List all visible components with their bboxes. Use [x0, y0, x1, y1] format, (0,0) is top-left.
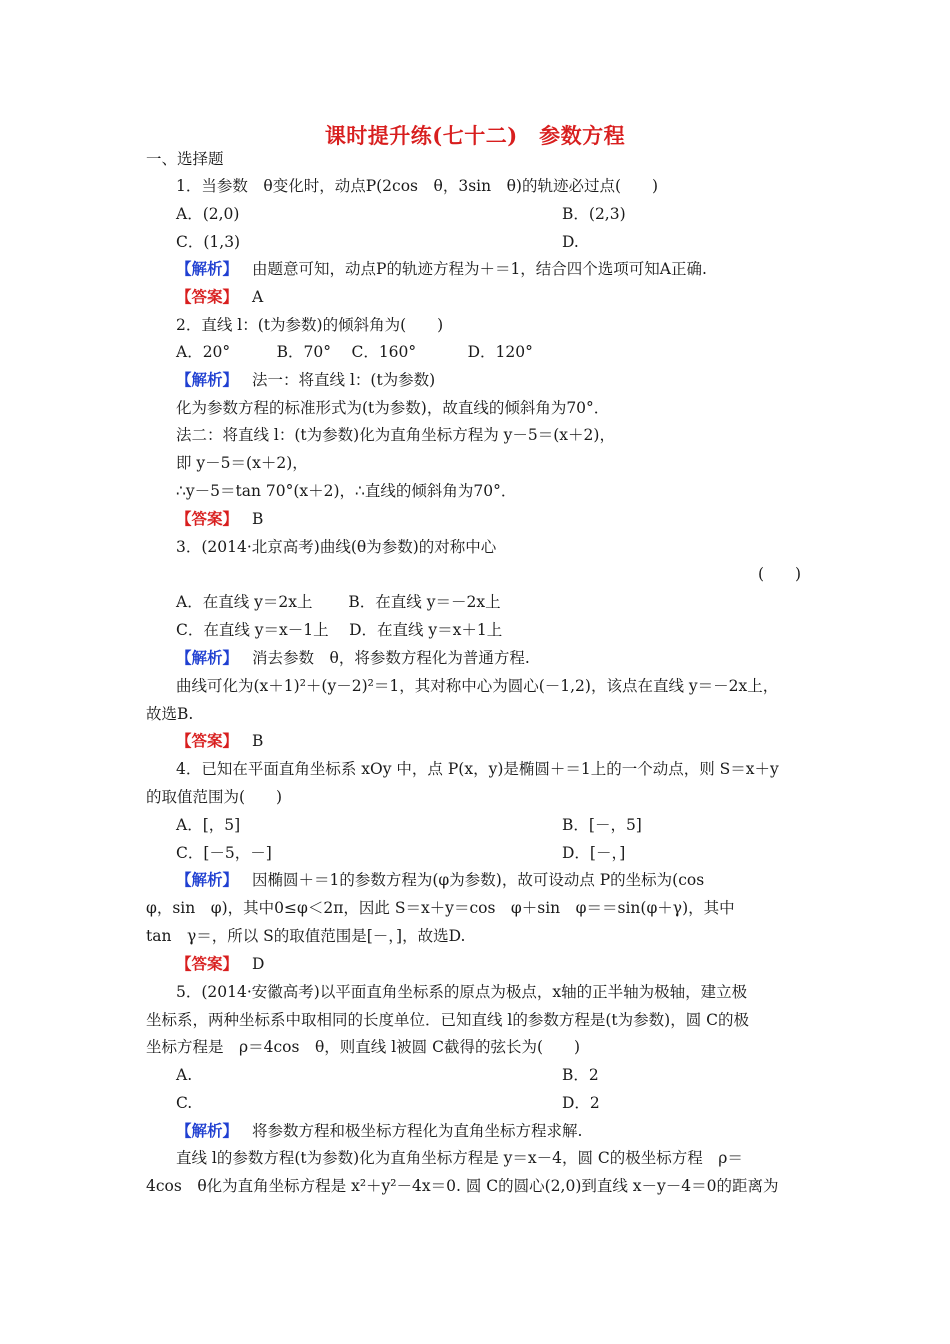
q2-options: A．20° B．70° C．160° D．120° [176, 343, 533, 361]
q1-option-d: D. [562, 233, 579, 251]
question-5-cont-2: 坐标方程是 ρ＝4cos θ，则直线 l被圆 C截得的弦长为( ) [146, 1038, 581, 1056]
analysis-tag: 【解析】 [176, 1121, 239, 1140]
q5-option-b: B．2 [562, 1066, 599, 1084]
q2-analysis-line-1: 化为参数方程的标准形式为(t为参数)，故直线的倾斜角为70°． [176, 399, 610, 417]
q4-analysis-line-1: φ，sin φ)，其中0≤φ＜2π，因此 S＝x＋y＝cos φ＋sin φ＝＝sin(φ＋γ)，其中 [146, 899, 735, 917]
q2-analysis-line-2: 法二：将直线 l：(t为参数)化为直角坐标方程为 y－5＝(x＋2)， [176, 426, 615, 444]
q4-answer [176, 954, 264, 974]
analysis-tag: 【解析】 [176, 370, 239, 389]
section-heading: 一、选择题 [146, 150, 224, 168]
q4-analysis-line-2: tan γ＝，所以 S的取值范围是[－，]，故选D. [146, 927, 466, 945]
q3-options-ab: A．在直线 y＝2x上 B．在直线 y＝－2x上 [176, 593, 501, 611]
q4-option-b: B．[－，5] [562, 816, 642, 834]
q2-answer [176, 509, 263, 529]
q1-option-a: A．(2,0) [176, 205, 240, 223]
question-1: 1．当参数 θ变化时，动点P(2cos θ，3sin θ)的轨迹必过点( ) [176, 177, 659, 195]
q4-option-c: C．[－5，－] [176, 844, 272, 862]
q2-analysis-text: 法一：将直线 l：(t为参数) [252, 371, 436, 389]
q5-analysis-text: 将参数方程和极坐标方程化为直角坐标方程求解. [252, 1122, 583, 1140]
q5-option-c: C. [176, 1094, 193, 1112]
page-title: 课时提升练(七十二) 参数方程 [324, 123, 626, 148]
answer-tag: 【答案】 [176, 509, 239, 528]
analysis-tag: 【解析】 [176, 648, 239, 667]
q4-option-a: A．[，5] [176, 816, 241, 834]
q5-analysis-line-1: 直线 l的参数方程(t为参数)化为直角坐标方程是 y＝x－4，圆 C的极坐标方程 ρ＝ [176, 1149, 743, 1167]
q4-analysis [176, 870, 704, 890]
q2-answer-text: B [252, 510, 264, 528]
q3-options-cd: C．在直线 y＝x－1上 D．在直线 y＝x＋1上 [176, 621, 503, 639]
answer-tag: 【答案】 [176, 287, 239, 306]
q1-analysis-text: 由题意可知，动点P的轨迹方程为＋＝1，结合四个选项可知A正确. [252, 260, 707, 278]
q5-analysis [176, 1121, 582, 1141]
q2-analysis [176, 370, 435, 390]
question-3: 3．(2014·北京高考)曲线(θ为参数)的对称中心 [176, 538, 497, 556]
q2-analysis-line-3: 即 y－5＝(x＋2)， [176, 454, 308, 472]
q2-analysis-line-4: ∴y－5＝tan 70°(x＋2)，∴直线的倾斜角为70°． [176, 482, 517, 500]
q3-answer [176, 731, 263, 751]
answer-tag: 【答案】 [176, 954, 239, 973]
q4-analysis-text: 因椭圆＋＝1的参数方程为(φ为参数)，故可设动点 P的坐标为(cos [252, 871, 705, 889]
q1-analysis [176, 259, 707, 279]
analysis-tag: 【解析】 [176, 870, 239, 889]
question-5: 5．(2014·安徽高考)以平面直角坐标系的原点为极点，x轴的正半轴为极轴，建立极 [176, 983, 748, 1001]
q1-option-c: C．(1,3) [176, 233, 241, 251]
analysis-tag: 【解析】 [176, 259, 239, 278]
answer-tag: 【答案】 [176, 731, 239, 750]
q3-analysis-line-1: 曲线可化为(x＋1)²＋(y－2)²＝1，其对称中心为圆心(－1,2)，该点在直线 y＝－2x上， [176, 677, 779, 695]
q5-analysis-line-2: 4cos θ化为直角坐标方程是 x²＋y²－4x＝0. 圆 C的圆心(2,0)到直线 x－y－4＝0的距离为 [146, 1177, 779, 1195]
q3-answer-text: B [252, 732, 264, 750]
q4-answer-text: D [252, 955, 265, 973]
q1-answer [176, 287, 263, 307]
q3-analysis [176, 648, 530, 668]
q3-answer-paren: ( ) [758, 565, 802, 583]
q5-option-d: D．2 [562, 1094, 600, 1112]
question-5-cont-1: 坐标系，两种坐标系中取相同的长度单位．已知直线 l的参数方程是(t为参数)，圆 C的极 [146, 1011, 749, 1029]
q1-option-b: B．(2,3) [562, 205, 626, 223]
q1-answer-text: A [252, 288, 264, 306]
question-2: 2．直线 l：(t为参数)的倾斜角为( ) [176, 316, 444, 334]
q3-analysis-text: 消去参数 θ，将参数方程化为普通方程. [252, 649, 530, 667]
q5-option-a: A. [176, 1066, 193, 1084]
q4-option-d: D．[－，] [562, 844, 626, 862]
question-4-cont: 的取值范围为( ) [146, 788, 283, 806]
question-4: 4．已知在平面直角坐标系 xOy 中，点 P(x，y)是椭圆＋＝1上的一个动点，则 S＝x＋y [176, 760, 779, 778]
q3-analysis-line-2: 故选B. [146, 705, 194, 723]
